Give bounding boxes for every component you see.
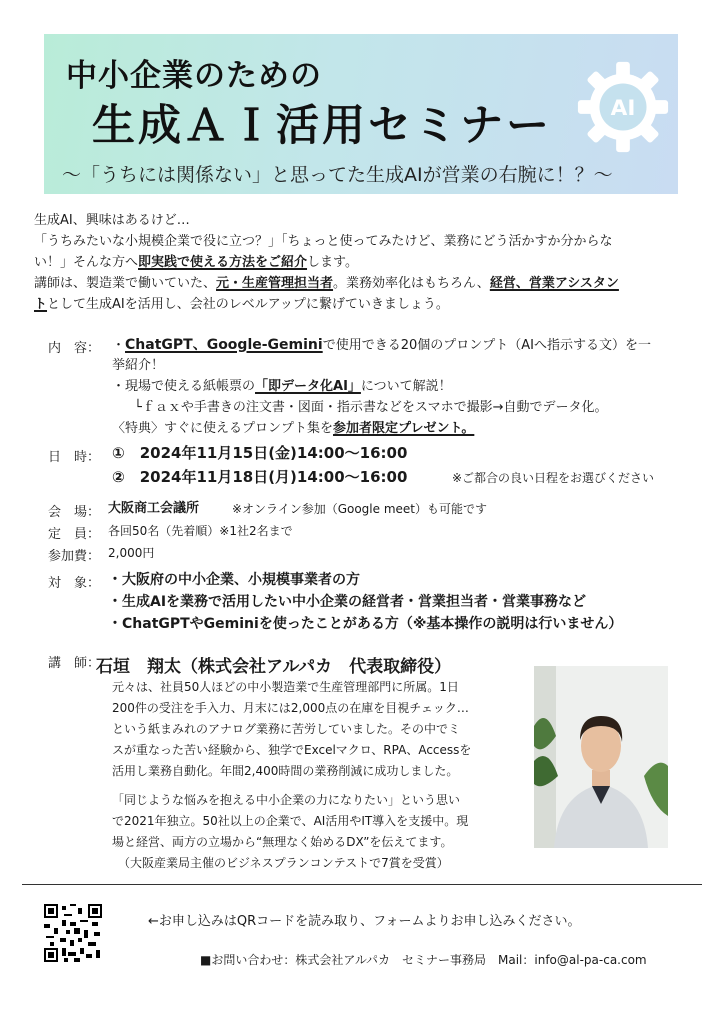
fee-label: 参加費： bbox=[48, 549, 101, 564]
capacity-value: 各回50名（先着順）※1社2名まで bbox=[108, 524, 293, 538]
content-ai-tools: ChatGPT、Google-Gemini bbox=[125, 337, 323, 353]
content-line-3 bbox=[112, 377, 452, 397]
content-label: 内 容： bbox=[48, 341, 101, 356]
qr-code-icon[interactable] bbox=[44, 904, 102, 962]
intro-highlight-assistant: 経営、営業アシスタン bbox=[489, 276, 619, 291]
intro-line-4c: 。業務効率化はもちろん、 bbox=[333, 276, 490, 291]
intro-line-4 bbox=[34, 274, 619, 294]
instructor-photo bbox=[534, 666, 668, 848]
instructor-bio-1-line-1: 元々は、社員50人ほどの中小製造業で生産管理部門に所属。1日 bbox=[112, 680, 459, 694]
intro-line-3 bbox=[34, 253, 358, 273]
title-line-2: 生成ＡＩ活用セミナー bbox=[92, 101, 552, 151]
intro-highlight-assistant-end: ト bbox=[34, 297, 48, 312]
content-gift: 参加者限定プレゼント。 bbox=[333, 421, 475, 436]
instructor-label: 講 師： bbox=[48, 656, 101, 671]
intro-line-5b: として生成AIを活用し、会社のレベルアップに繋げていきましょう。 bbox=[47, 297, 449, 312]
intro-line-4a: 講師は、製造業で働いていた、 bbox=[34, 276, 217, 291]
intro-line-5 bbox=[34, 295, 449, 315]
content-line-2: 挙紹介！ bbox=[112, 358, 165, 373]
schedule-date-2: ② 2024年11月18日(月)14:00〜16:00 bbox=[112, 468, 408, 486]
venue-label: 会 場： bbox=[48, 505, 101, 520]
instructor-bio-1-line-3: という紙まみれのアナログ業務に苦労していました。その中でミ bbox=[112, 722, 461, 736]
ai-badge-text: AI bbox=[610, 95, 636, 121]
subtitle: 〜「うちには関係ない」と思ってた生成AIが営業の右腕に！？〜 bbox=[62, 164, 613, 186]
content-data-ai: 「即データ化AI」 bbox=[255, 379, 361, 394]
instructor-bio-2-line-3: 場と経営、両方の立場から“無理なく始めるDX”を伝えてます。 bbox=[112, 835, 453, 849]
content-line-3a: ・現場で使える紙帳票の bbox=[112, 379, 256, 394]
intro-highlight-role: 元・生産管理担当者 bbox=[216, 276, 334, 291]
content-line-1c: で使用できる20個のプロンプト（AIへ指示する文）を一 bbox=[322, 338, 651, 353]
content-line-4: └ｆａｘや手書きの注文書・図面・指示書などをスマホで撮影→自動でデータ化。 bbox=[134, 400, 608, 415]
content-line-5 bbox=[112, 419, 474, 439]
schedule-label: 日 時： bbox=[48, 450, 101, 465]
intro-line-1: 生成AI、興味はあるけど… bbox=[34, 213, 190, 228]
schedule-note: ※ご都合の良い日程をお選びください bbox=[452, 471, 655, 485]
instructor-bio-1-line-2: 200件の受注を手入力、月末には2,000点の在庫を目視チェック… bbox=[112, 701, 469, 715]
target-item-3: ・ChatGPTやGeminiを使ったことがある方（※基本操作の説明は行いません） bbox=[108, 616, 623, 632]
ai-gear-icon bbox=[574, 58, 672, 156]
schedule-date-1: ① 2024年11月15日(金)14:00〜16:00 bbox=[112, 444, 408, 462]
intro-line-2: 「うちみたいな小規模企業で役に立つ？」「ちょっと使ってみたけど、業務にどう活かすか分からな bbox=[34, 234, 613, 249]
venue-value: 大阪商工会議所 bbox=[108, 501, 200, 516]
intro-highlight-method: 即実践で使える方法をご紹介 bbox=[138, 255, 308, 270]
content-bullet: ・ bbox=[112, 338, 126, 353]
instructor-bio-2-line-4: （大阪産業局主催のビジネスプランコンテストで7賞を受賞） bbox=[118, 856, 449, 870]
target-item-2: ・生成AIを業務で活用したい中小企業の経営者・営業担当者・営業事務など bbox=[108, 594, 587, 610]
contact-info: ■お問い合わせ：株式会社アルパカ セミナー事務局 Mail：info@al-pa-ca.com bbox=[200, 953, 647, 967]
instructor-bio-2-line-2: で2021年独立。50社以上の企業で、AI活用やIT導入を支援中。現 bbox=[112, 814, 469, 828]
footer-divider bbox=[22, 884, 702, 885]
content-line-5a: 〈特典〉すぐに使えるプロンプト集を bbox=[112, 421, 334, 436]
apply-instructions: ←お申し込みはQRコードを読み取り、フォームよりお申し込みください。 bbox=[148, 914, 581, 929]
instructor-bio-1-line-4: スが重なった苦い経験から、独学でExcelマクロ、RPA、Accessを bbox=[112, 743, 472, 757]
instructor-bio-1-line-5: 活用し業務自動化。年間2,400時間の業務削減に成功しました。 bbox=[112, 764, 459, 778]
content-line-1 bbox=[112, 335, 651, 356]
target-label: 対 象： bbox=[48, 576, 101, 591]
title-line-1: 中小企業のための bbox=[66, 58, 322, 94]
intro-line-3c: します。 bbox=[307, 255, 358, 270]
venue-note: ※オンライン参加（Google meet）も可能です bbox=[232, 502, 487, 516]
instructor-name: 石垣 翔太（株式会社アルパカ 代表取締役） bbox=[96, 657, 452, 677]
fee-value: 2,000円 bbox=[108, 546, 155, 560]
capacity-label: 定 員： bbox=[48, 527, 101, 542]
instructor-bio-2-line-1: 「同じような悩みを抱える中小企業の力になりたい」という思い bbox=[112, 793, 461, 807]
intro-line-3a: い！」そんな方へ bbox=[34, 255, 139, 270]
target-item-1: ・大阪府の中小企業、小規模事業者の方 bbox=[108, 572, 360, 588]
content-line-3c: について解説！ bbox=[360, 379, 452, 394]
